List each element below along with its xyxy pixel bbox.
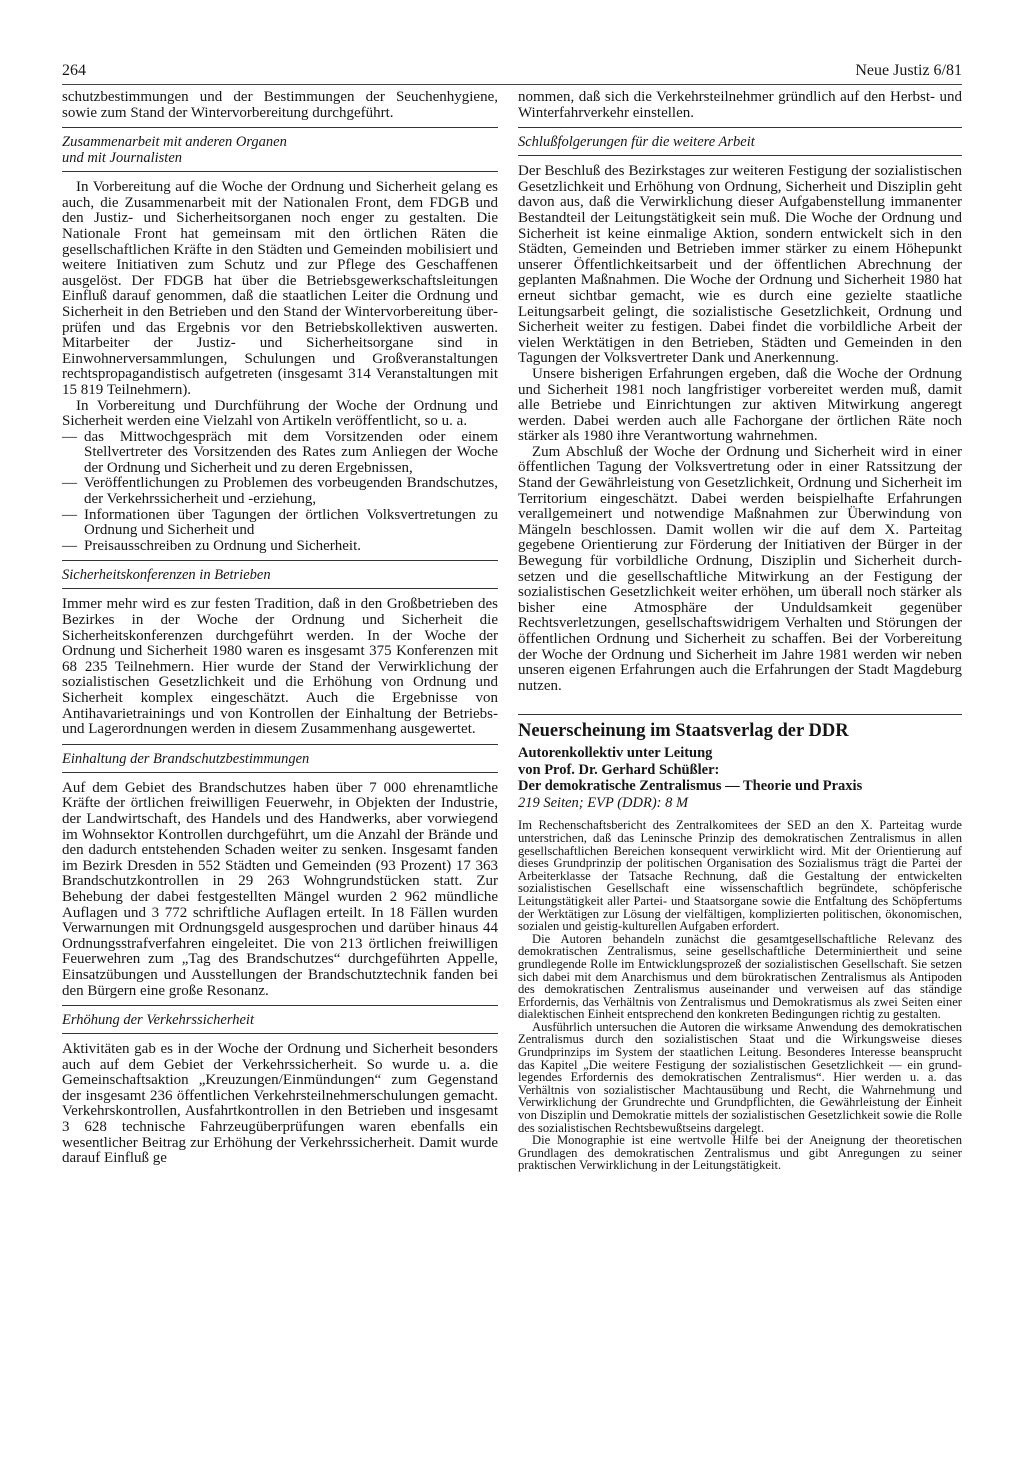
section-heading-fire-protection: Einhaltung der Brandschutzbestimmungen	[62, 744, 498, 773]
list-item-text: Veröffentlichungen zu Problemen des vorbeugenden Brandschutzes, der Verkehrssicherheit und -erziehung,	[84, 475, 498, 508]
paragraph: Unsere bisherigen Erfahrungen ergeben, daß die Woche der Ordnung und Sicherheit 1981 noch langfristiger vorbereitet werden muß, damit alle Betriebe und Einrichtungen zur aktiven Mitwirkung angeregt werden. Dabei werden auch alle Fachorgane der örtlichen Räte noch stärker als 1980 ihre Verantwortung wahrnehmen.	[518, 365, 962, 445]
right-column	[518, 90, 962, 1421]
book-title: Der demokratische Zentralismus — Theorie und Praxis	[518, 778, 863, 795]
paragraph: Aktivitäten gab es in der Woche der Ordnung und Sicherheit besonders auch auf dem Gebiet der Verkehrssicherheit. So wurde u. a. die Gemeinschaftsaktion „Kreuzungen/Einmündungen“ zum Gegenstand der insgesamt 236 öffentlichen Verkehrsteilnehmerschulungen gemacht. Verkehrskontrollen, Ausfahrtkontrollen in den Betrieben und insgesamt 3 628 technische Fahrzeugüberprüfungen waren ebenfalls ein wesentlicher Beitrag zur Erhöhung der Verkehrssicherheit. Damit wurde darauf Einfluß ge	[62, 1041, 498, 1167]
paragraph: Der Beschluß des Bezirkstages zur weiteren Festigung der sozialistischen Gesetzlichkeit und Erhöhung von Ordnung, Sicherheit und Disziplin geht davon aus, daß die Verwirklichung dieser Aufgabenstellung immanenter Bestandteil der Leitungstätigkeit sein muß. Die Woche der Ordnung und Sicherheit ist keine einmalige Aktion, sondern entwickelt sich in den Städten, Gemeinden und Betrieben immer stärker zu einem Höhepunkt unserer Öffentlichkeitsarbeit und der öffentlichen Abrechnung der geplanten Maßnahmen. Die Woche der Ordnung und Sicherheit 1980 hat erneut sichtbar gemacht, wie es durch eine gezielte staatliche Leitungsarbeit gelingt, die sozialistische Gesetzlichkeit, Ordnung und Sicherheit weiter zu festigen. Dabei findet die vorbildliche Arbeit der vielen Werktätigen in den Betrieben, Städten und Gemeinden in den Tagungen der Volksvertreter Dank und Anerkennung.	[518, 163, 962, 367]
paragraph: Immer mehr wird es zur festen Tradition, daß in den Großbetrieben des Bezirkes in der Woche der Ordnung und Sicherheit die Sicherheitskonferenzen durchgeführt werden. In der Woche der Ordnung und Sicherheit 1980 waren es insgesamt 375 Konferenzen mit 68 235 Teilnehmern. Hier wurde der Stand der Verwirklichung der sozialistischen Gesetzlichkeit und die Erhöhung von Ordnung und Sicherheit komplex eingeschätzt. Auch die Ergebnisse von Antihavarietrainings und von Kontrollen der Einhaltung der Betriebs- und Lagerordnungen werden in diesem Zusammenhang ausgewertet.	[62, 596, 498, 738]
page-number: 264	[62, 62, 86, 79]
list-item-text: Informationen über Tagungen der örtlichen Volksvertretungen zu Ordnung und Sicherheit und	[84, 506, 498, 539]
continued-paragraph: nommen, daß sich die Verkehrsteilnehmer gründlich auf den Herbst- und Winterfahrverkehr einstellen.	[518, 89, 962, 121]
list-item: — Preisausschreiben zu Ordnung und Sicherheit.	[62, 537, 362, 554]
section-heading-line: Zusammenarbeit mit anderen Organen	[62, 134, 287, 151]
notice-title: Neuerscheinung im Staatsverlag der DDR	[518, 721, 849, 742]
review-paragraph: Ausführlich untersuchen die Autoren die wirksame Anwendung des demokratischen Zentralismus durch den sozialistischen Staat und die Wirkungsweise dieses Grundprinzips im System der staatlichen Leitung. Besonderes Interesse beansprucht das Kapitel „Die weitere Festigung der sozialistischen Gesetzlichkeit — ein grundlegendes Erfordernis des demokratischen Zentralismus“. Hier werden u. a. das Verhältnis von sozialistischer Machtausübung und Recht, die Wahrnehmung und Verwirklichung der Grundrechte und Grundpflichten, die Gewährleistung der Einheit von Disziplin und Demokratie mittels der sozialistischen Gesetzlichkeit sowie die Rolle des sozialistischen Rechtsbewußtseins dargelegt.	[518, 1019, 962, 1135]
section-heading-security-conferences: Sicherheitskonferenzen in Betrieben	[62, 560, 498, 589]
section-heading-line: und mit Journalisten	[62, 150, 183, 167]
section-heading-cooperation	[62, 127, 498, 172]
book-authors: von Prof. Dr. Gerhard Schüßler:	[518, 761, 720, 778]
paragraph: Auf dem Gebiet des Brandschutzes haben über 7 000 ehrenamtliche Kräfte der örtlichen freiwilligen Feuerwehr, in Objekten der Industrie, der Landwirtschaft, des Handels und des Handwerks, aber vorwiegend im Wohnsektor Kontrollen durchgeführt, um die Anzahl der Brände und den dadurch entstehenden Schaden weiter zu senken. Insgesamt fanden im Bezirk Dresden in 552 Städten und Gemeinden (93 Prozent) 17 363 Brandschutzkontrollen in 29 263 Wohngrundstücken statt. Zur Behebung der dabei festgestellten Mängel wurden 2 962 mündliche Auflagen und 3 772 schriftliche Auflagen erteilt. In 18 Fällen wurden Verwarnungen mit Ordnungsgeld ausgesprochen und darüber hinaus 44 Ordnungsstrafverfahren eingeleitet. Die von 213 örtlichen freiwilligen Feuerwehren zum „Tag des Brandschutzes“ durchgeführten Appelle, Einsatzübungen und Ausstellungen der Brandschutztechnik fanden bei den Bürgern eine große Resonanz.	[62, 779, 498, 999]
publication-notice	[518, 719, 962, 1172]
list-item: — das Mittwochgespräch mit dem Vorsitzenden oder einem Stellvertreter des Vorsitzenden des Rates zum Anliegen der Woche der Ordnung und Sicherheit und zu deren Ergebnissen,	[62, 428, 498, 476]
publication-list	[62, 430, 498, 555]
list-item-text: das Mittwochgespräch mit dem Vorsitzenden oder einem Stellvertreter des Vorsitzenden des Rates zum Anliegen der Woche der Ordnung und Sicherheit und zu deren Ergebnissen,	[84, 428, 498, 476]
paragraph: In Vorbereitung und Durchführung der Woche der Ordnung und Sicherheit werden eine Vielzahl von Artikeln veröffentlicht, so u. a.	[62, 397, 498, 430]
book-meta	[518, 745, 962, 811]
left-column	[62, 90, 498, 1421]
list-item: — Informationen über Tagungen der örtlichen Volksvertretungen zu Ordnung und Sicherheit und	[62, 506, 498, 539]
book-authors: Autorenkollektiv unter Leitung	[518, 745, 713, 762]
list-item-text: Preisausschreiben zu Ordnung und Sicherheit.	[84, 537, 362, 554]
notice-divider	[518, 714, 962, 715]
magazine-issue: Neue Justiz 6/81	[855, 62, 962, 79]
book-review	[518, 819, 962, 1172]
review-paragraph: Die Monographie ist eine wertvolle Hilfe bei der Aneignung der theoretischen Grundlagen des demokratischen Zentralismus und gibt Anregungen zu seiner praktischen Verwirklichung in der Leitungstätigkeit.	[518, 1133, 962, 1173]
section-heading-conclusions: Schlußfolgerungen für die weitere Arbeit	[518, 127, 962, 156]
book-price: 219 Seiten; EVP (DDR): 8 M	[518, 794, 689, 811]
section-heading-traffic-safety: Erhöhung der Verkehrssicherheit	[62, 1005, 498, 1034]
paragraph: In Vorbereitung auf die Woche der Ordnung und Sicherheit gelang es auch, die Zusammenarbeit mit der Nationalen Front, dem FDGB und den Justiz- und Sicherheitsorganen noch enger zu gestalten. Die Nationale Front hat gemeinsam mit den örtlichen Räten die gesellschaftlichen Kräfte in den Städten und Gemeinden mobilisiert und weitere Initiativen zum Schutz und zur Pflege des Geschaffenen ausgelöst. Der FDGB hat über die Betriebsgewerkschaftsleitungen Einfluß darauf genommen, daß die staatlichen Leiter die Ordnung und Sicherheit in den Betrieben und den Stand der Wintervorbereitung überprüfen und das Ergebnis vor den Betriebskollektiven auswerten. Mitarbeiter der Justiz- und Sicherheitsorgane sind in Einwohnerversammlungen, Schulungen und Großveranstaltungen rechtspropagandistisch aufgetreten (insgesamt 314 Veranstaltungen mit 15 819 Teilnehmern).	[62, 179, 498, 398]
list-item: — Veröffentlichungen zu Problemen des vorbeugenden Brandschutzes, der Verkehrssicherheit und -erziehung,	[62, 475, 498, 508]
review-paragraph: Die Autoren behandeln zunächst die gesamtgesellschaftliche Relevanz des demokratischen Zentralismus, seine gesellschaftliche Determiniertheit und seine grundlegende Rolle im Entwicklungsprozeß der sozialistischen Gesellschaft. Sie setzen sich dabei mit dem Anarchismus und dem bürokratischen Zentralismus als Antipoden des demokratischen Zentralismus auseinander und verweisen auf das ständige Erfordernis, das Verhältnis von Zentralismus und Demokratismus als zwei Seiten einer dialektischen Einheit entsprechend den konkreten Bedingungen richtig zu gestalten.	[518, 931, 962, 1022]
review-paragraph: Im Rechenschaftsbericht des Zentralkomitees der SED an den X. Parteitag wurde unterstrichen, daß das Leninsche Prinzip des demokratischen Zentralismus in allen gesellschaftlichen Bereichen konsequent verwirklicht wird. Mit der Orientierung auf dieses Grundprinzip der politischen Organisation des Sozialismus trägt die Partei der Arbeiterklasse der Tatsache Rechnung, daß die Gestaltung der entwickelten sozialistischen Gesellschaft eine wissenschaftlich begründete, schöpferische Leitungstätigkeit aller Partei- und Staatsorgane sowie die Entfaltung des Schöpfertums der Werktätigen zur Lösung der vielfältigen, komplizierten politischen, ökonomischen, sozialen und geistig-kulturellen Aufgaben erfordert.	[518, 818, 962, 934]
page-header	[62, 58, 962, 85]
continued-paragraph: schutzbestimmungen und der Bestimmungen der Seuchenhygiene, sowie zum Stand der Wintervorbereitung durchgeführt.	[62, 89, 498, 121]
paragraph: Zum Abschluß der Woche der Ordnung und Sicherheit wird in einer öffentlichen Tagung der Volksvertretung oder in einer Ratssitzung der Stand der Gewährleistung von Gesetzlichkeit, Ordnung und Sicherheit im Territorium eingeschätzt. Dabei werden beispielhafte Erfahrungen verallgemeinert und notwendige Maßnahmen zur Überwindung von Mängeln beschlossen. Damit wollen wir die auf dem X. Parteitag gegebene Orientierung zur Förderung der Initiativen der Bürger in der Bewegung für vorbildliche Ordnung, Disziplin und Sicherheit durchsetzen und die gesellschaftliche Mitwirkung an der Festigung der sozialistischen Gesetzlichkeit weiter erhöhen, um überall noch stärker als bisher eine Atmosphäre der Unduldsamkeit gegenüber Rechtsverletzungen, gesellschaftswidrigem Verhalten und Störungen der öffentlichen Ordnung und Sicherheit zu schaffen. Bei der Vorbereitung der Woche der Ordnung und Sicherheit im Jahre 1981 werden wir neben unseren eigenen Erfahrungen auch die Erfahrungen der Stadt Magdeburg nutzen.	[518, 443, 962, 694]
